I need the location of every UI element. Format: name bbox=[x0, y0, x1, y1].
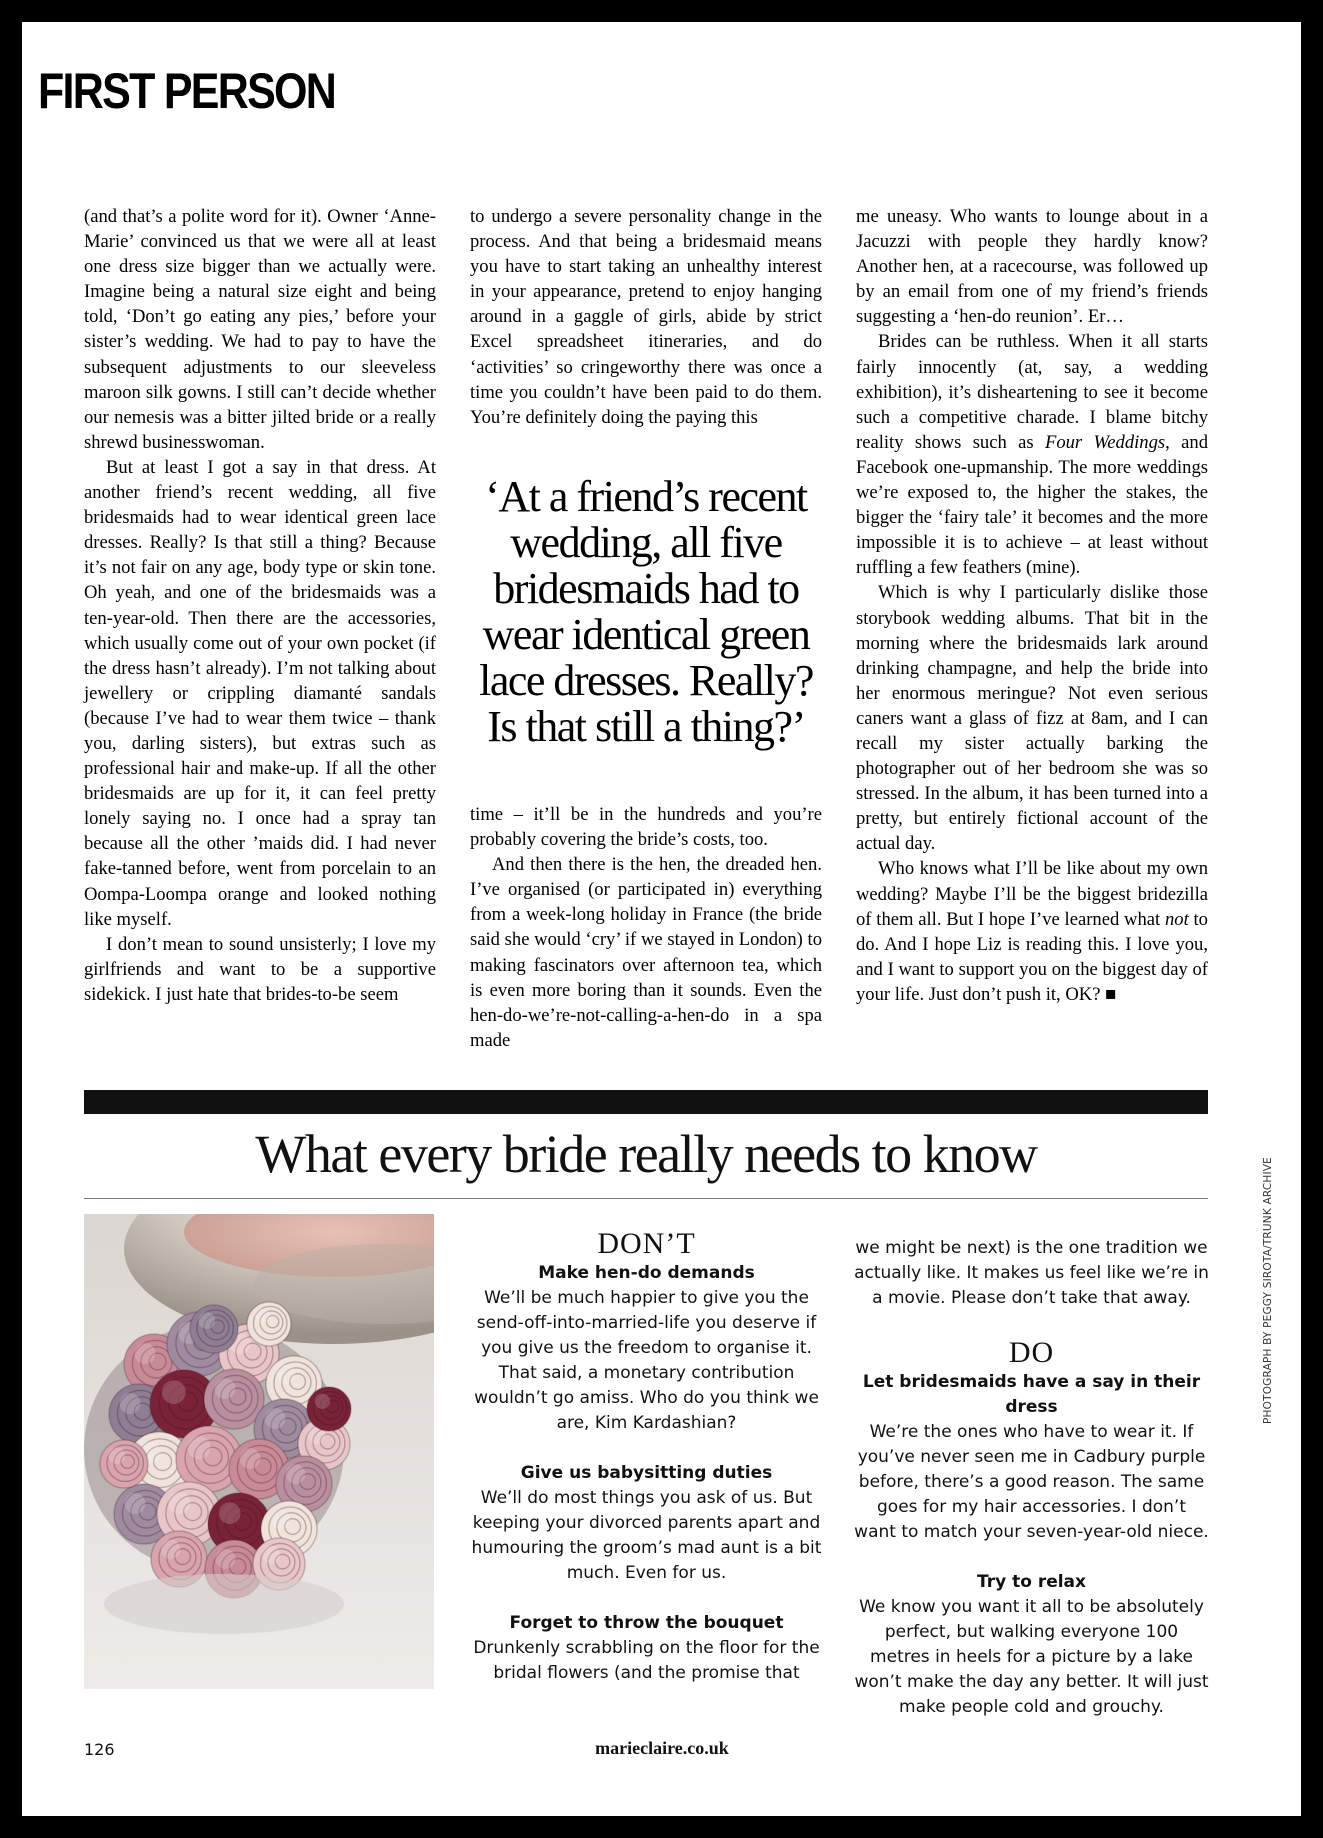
paragraph bbox=[856, 856, 1208, 1007]
tip-body-continued: we might be next) is the one tradition we actually like. It makes us feel like we’re in a movie. Please don’t take that away. bbox=[854, 1238, 1209, 1308]
bouquet-photo bbox=[84, 1214, 434, 1689]
dont-column bbox=[469, 1227, 824, 1686]
tip-body: We’ll be much happier to give you the send-off-into-married-life you deserve if you give us the freedom to organise it. That said, a monetary contribution wouldn’t go amiss. Who do you think we are, Kim Kardashian? bbox=[474, 1288, 819, 1433]
tip-title: Make hen-do demands bbox=[538, 1263, 755, 1283]
divider-rule bbox=[84, 1198, 1208, 1199]
photo-credit: PHOTOGRAPH BY PEGGY SIROTA/TRUNK ARCHIVE bbox=[1262, 1157, 1274, 1424]
paragraph: Which is why I particularly dislike those storybook wedding albums. That bit in the morning where the bridesmaids lark around drinking champagne, and help the bride into her enormous meringue? Not even serious caners want a glass of fizz at 8am, and I can recall my sister actually barking the photographer out of her bedroom she was so stressed. In the album, it has been turned into a pretty, but entirely fictional account of the actual day. bbox=[856, 582, 1208, 855]
tip-body: We’ll do most things you ask of us. But keeping your divorced parents apart and humouring the groom’s mad aunt is a bit much. Even for us. bbox=[471, 1488, 822, 1583]
do-heading: DO bbox=[1008, 1336, 1055, 1369]
paragraph: I don’t mean to sound unsisterly; I love my girlfriends and want to be a supportive sidekick. I just hate that brides-to-be seem bbox=[84, 933, 436, 1005]
article-column-1 bbox=[84, 204, 436, 1007]
italic-title: Four Weddings bbox=[1044, 431, 1166, 453]
paragraph: And then there is the hen, the dreaded hen. I’ve organised (or participated in) everything from a week-long holiday in France (the bride said she would ‘cry’ if we stayed in London) to making fascinators over afternoon tea, which is even more boring than it sounds. Even the hen-do-we’re-not-calling-a-hen-do in a spa made bbox=[470, 854, 822, 1051]
paragraph-text: Brides can be ruthless. When it all starts fairly innocently (at, say, a wedding exhibition), it’s disheartening to see it become such a competitive charade. I blame bitchy reality shows such as bbox=[856, 331, 1208, 453]
paragraph: (and that’s a polite word for it). Owner ‘Anne-Marie’ convinced us that we were all at least one dress size bigger than we actually were. Imagine being a natural size eight and being told, ‘Don’t go eating any pies,’ before your sister’s wedding. We had to pay to have the subsequent adjustments to our sleeveless maroon silk gowns. I still can’t decide whether our nemesis was a bitter jilted bride or a really shrewd businesswoman. bbox=[84, 206, 436, 453]
tip-body: We know you want it all to be absolutely perfect, but walking everyone 100 metres in heels for a picture by a lake won’t make the day any better. It will just make people cold and grouchy. bbox=[854, 1597, 1209, 1717]
paragraph bbox=[856, 329, 1208, 580]
site-url: marieclaire.co.uk bbox=[595, 1738, 729, 1758]
magazine-page bbox=[22, 22, 1301, 1816]
paragraph: But at least I got a say in that dress. At another friend’s recent wedding, all five bridesmaids had to wear identical green lace dresses. Really? Is that still a thing? Because it’s not fair on any age, body type or skin tone. Oh yeah, and one of the bridesmaids was a ten-year-old. Then there are the accessories, which usually come out of your own pocket (if the dress hasn’t already). I’m not talking about jewellery or crippling diamanté sandals (because I’ve had to wear them twice – thank you, darling sisters), but extras such as professional hair and make-up. If all the other bridesmaids are up for it, it can feel pretty lonely saying no. I once had a spray tan because all the other ’maids did. I had never fake-tanned before, went from porcelain to an Oompa-Loompa orange and looked nothing like myself. bbox=[84, 456, 436, 930]
section-label: FIRST PERSON bbox=[38, 63, 336, 119]
paragraph: to undergo a severe personality change in the process. And that being a bridesmaid means you have to start taking an unhealthy interest in your appearance, pretend to enjoy hanging around in a gaggle of girls, abide by strict Excel spreadsheet itineraries, and do ‘activities’ so cringeworthy there was once a time you couldn’t have been paid to do them. You’re definitely doing the paying this bbox=[470, 206, 822, 428]
paragraph-text: to do. And I hope Liz is reading this. I love you, and I want to support you on the biggest day of your life. Just don’t push it, OK? ■ bbox=[856, 908, 1208, 1005]
dont-heading: DON’T bbox=[597, 1227, 696, 1260]
paragraph-text: , and Facebook one-upmanship. The more weddings we’re exposed to, the higher the stakes, the bigger the ‘fairy tale’ it becomes and the more impossible it is to achieve – at least without ruffling a few feathers (mine). bbox=[856, 431, 1208, 579]
tip-title: Forget to throw the bouquet bbox=[509, 1613, 784, 1633]
paragraph: me uneasy. Who wants to lounge about in a Jacuzzi with people they hardly know? Another hen, at a racecourse, was followed up by an email from one of my friend’s friends suggesting a ‘hen-do reunion’. Er… bbox=[856, 206, 1208, 328]
divider-bar bbox=[84, 1090, 1208, 1114]
article-column-3 bbox=[856, 204, 1208, 1007]
page-number: 126 bbox=[84, 1740, 115, 1759]
tip-body: Drunkenly scrabbling on the floor for the bridal flowers (and the promise that bbox=[473, 1638, 820, 1683]
tip-title: Give us babysitting duties bbox=[520, 1463, 773, 1483]
tip-body: We’re the ones who have to wear it. If you’ve never seen me in Cadbury purple before, there’s a good reason. The same goes for my hair accessories. I don’t want to match your seven-year-old niece. bbox=[854, 1422, 1209, 1542]
article-column-2-continued bbox=[470, 802, 822, 1053]
article-column-2 bbox=[470, 204, 822, 430]
paragraph-text: Who knows what I’ll be like about my own wedding? Maybe I’ll be the biggest bridezilla of them all. But I hope I’ve learned what bbox=[856, 858, 1208, 930]
pull-quote: ‘At a friend’s recent wedding, all five bridesmaids had to wear identical green lace dresses. Really? Is that still a thing?’ bbox=[479, 472, 813, 751]
do-column bbox=[854, 1236, 1209, 1720]
tip-title: Let bridesmaids have a say in their dress bbox=[862, 1372, 1201, 1417]
bouquet-image bbox=[84, 1214, 434, 1689]
box-title: What every bride really needs to know bbox=[255, 1124, 1037, 1184]
tip-title: Try to relax bbox=[976, 1572, 1086, 1592]
italic-word: not bbox=[1164, 908, 1189, 930]
paragraph: time – it’ll be in the hundreds and you’re probably covering the bride’s costs, too. bbox=[470, 804, 822, 851]
